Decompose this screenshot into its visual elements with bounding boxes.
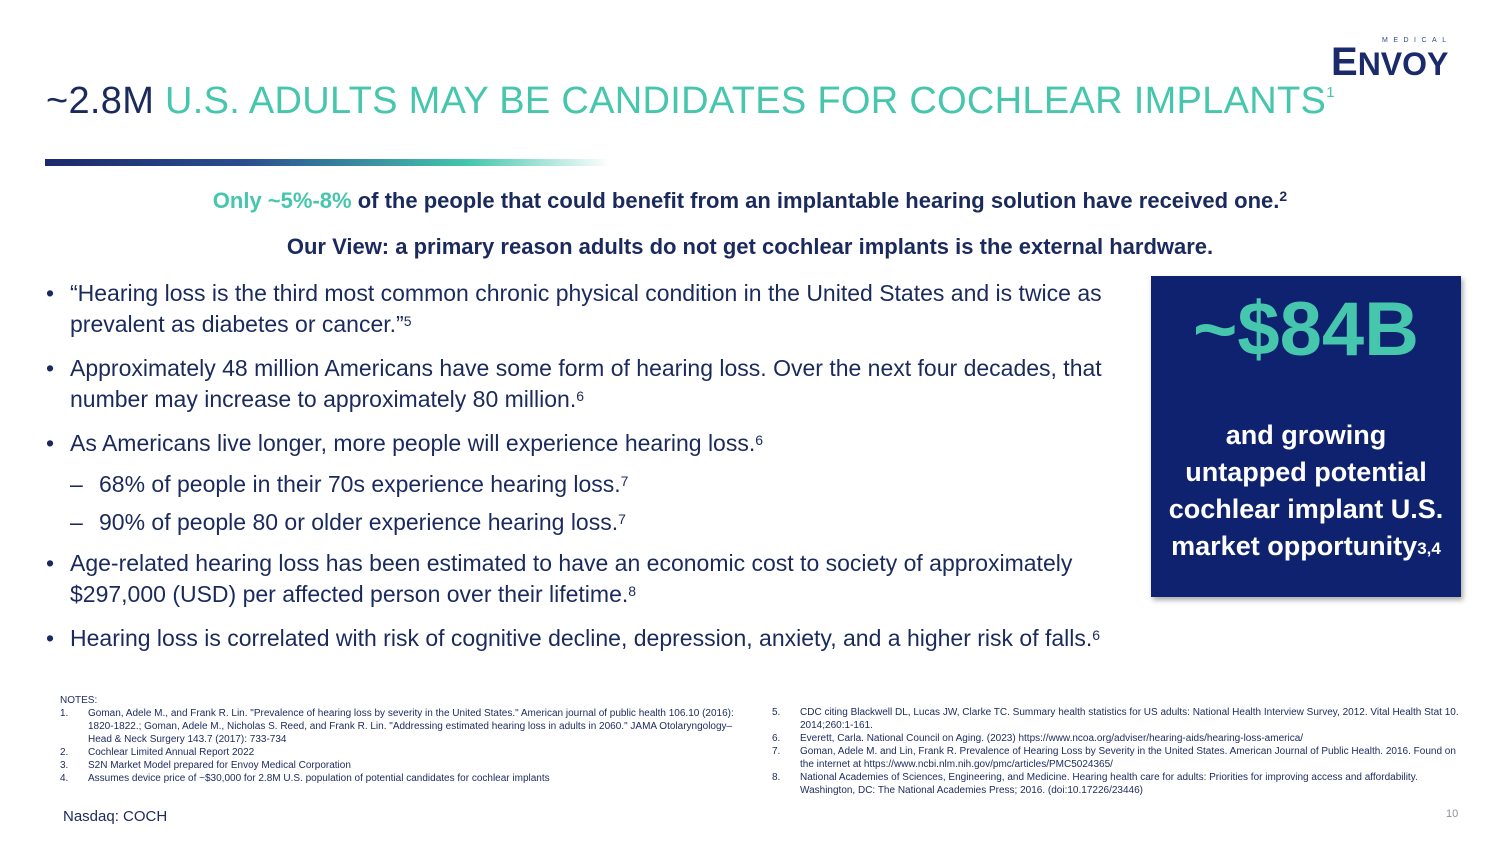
note-text: Goman, Adele M. and Lin, Frank R. Prevalence of Hearing Loss by Severity in the United States. American Journal of Public Health. 2016. Found on the internet at https://www.ncbi.nlm.nih.gov/pmc/articles/PMC5024365/ (800, 746, 1456, 770)
note-number: 7. (772, 746, 781, 757)
bullet-footnote: 6 (1092, 627, 1101, 643)
note-text: Assumes device price of ~$30,000 for 2.8M U.S. population of potential candidates for cochlear implants (88, 773, 550, 784)
note-number: 4. (60, 773, 69, 784)
note-item (60, 707, 750, 746)
market-line (1151, 528, 1461, 565)
title-footnote: 1 (1326, 84, 1335, 101)
notes-right-column (772, 706, 1462, 797)
market-line-text: market opportunity (1171, 531, 1418, 561)
note-item (60, 759, 750, 772)
subhead-statistic (0, 188, 1500, 214)
subhead-text: of the people that could benefit from an implantable hearing solution have received one. (357, 188, 1280, 213)
bullet-dot: • (46, 355, 55, 381)
bullet-dot: • (46, 550, 55, 576)
sub-bullet-dash: – (70, 471, 83, 497)
note-number: 2. (60, 747, 69, 758)
market-line: cochlear implant U.S. (1168, 494, 1444, 524)
sub-bullet-footnote: 7 (618, 511, 626, 527)
note-text: S2N Market Model prepared for Envoy Medical Corporation (88, 760, 351, 771)
bullet-text: Age-related hearing loss has been estimated to have an economic cost to society of approximately $297,000 (USD) per affected person over their lifetime. (70, 550, 1073, 607)
bullet-text: “Hearing loss is the third most common chronic physical condition in the United States and is twice as prevalent as diabetes or cancer.” (70, 280, 1102, 337)
subhead-accent: Only ~5%-8% (212, 188, 352, 213)
bullet-dot: • (46, 625, 55, 651)
note-text: Everett, Carla. National Council on Aging. (2023) https://www.ncoa.org/adviser/hearing-aids/hearing-loss-america/ (800, 733, 1304, 744)
bullet-text: Hearing loss is correlated with risk of cognitive decline, depression, anxiety, and a higher risk of falls. (70, 625, 1093, 651)
note-number: 6. (772, 733, 781, 744)
footer-ticker: Nasdaq: COCH (63, 808, 168, 825)
market-value: ~$84B (1192, 287, 1420, 372)
sub-bullet-text: 90% of people 80 or older experience hearing loss. (99, 509, 619, 535)
title-text: U.S. ADULTS MAY BE CANDIDATES FOR COCHLEAR IMPLANTS (165, 80, 1327, 122)
note-number: 5. (772, 707, 781, 718)
sub-bullet-item (46, 507, 1136, 538)
bullet-dot: • (46, 430, 55, 456)
market-line: untapped potential (1185, 457, 1427, 487)
logo-initial: E (1331, 40, 1358, 84)
note-item (772, 771, 1462, 797)
logo-rest: NVOY (1357, 46, 1449, 82)
sub-bullet-item (46, 469, 1136, 500)
title-underline-bar (45, 159, 610, 166)
note-item (60, 746, 750, 759)
bullet-footnote: 5 (403, 313, 412, 329)
market-opportunity-box (1151, 276, 1461, 597)
note-number: 8. (772, 772, 781, 783)
page-title (46, 80, 1335, 123)
bullet-dot: • (46, 280, 55, 306)
bullet-footnote: 6 (755, 432, 764, 448)
note-item (772, 706, 1462, 732)
subhead-our-view: Our View: a primary reason adults do not get cochlear implants is the external hardware. (286, 234, 1214, 259)
bullet-item (46, 548, 1136, 610)
bullet-item (46, 278, 1136, 340)
note-text: Cochlear Limited Annual Report 2022 (88, 747, 255, 758)
sub-bullet-text: 68% of people in their 70s experience hearing loss. (99, 471, 621, 497)
market-description (1151, 417, 1461, 565)
bullet-item (46, 353, 1136, 415)
logo-subtitle: MEDICAL (1382, 37, 1452, 44)
company-logo (1331, 40, 1448, 85)
bullet-footnote: 8 (628, 583, 637, 599)
bullet-text: Approximately 48 million Americans have some form of hearing loss. Over the next four decades, that number may increase to approximately 80 million. (70, 355, 1102, 412)
sub-bullet-footnote: 7 (620, 473, 629, 489)
page-number: 10 (1446, 808, 1459, 820)
note-item (60, 772, 750, 785)
note-number: 3. (60, 760, 69, 771)
note-text: CDC citing Blackwell DL, Lucas JW, Clarke TC. Summary health statistics for US adults: National Health Interview Survey, 2012. Vital Health Stat 10. 2014;260:1-161. (800, 707, 1459, 731)
sub-bullet-dash: – (70, 509, 83, 535)
notes-label: NOTES: (60, 695, 98, 706)
bullet-list (46, 278, 1136, 667)
market-line: and growing (1225, 420, 1387, 450)
subhead-footnote: 2 (1279, 188, 1288, 204)
notes-left-column (60, 707, 750, 785)
note-text: Goman, Adele M., and Frank R. Lin. "Prevalence of hearing loss by severity in the United States." American journal of public health 106.10 (2016): 1820-1822.; Goman, Adele M., Nicholas S. Reed, and Frank R. Lin. "Addressing estimated hearing loss in adults in 2060." JAMA Otolaryngology–Head & Neck Surgery 143.7 (2017): 733-734 (88, 708, 734, 745)
title-number: ~2.8M (46, 80, 155, 122)
note-item (772, 732, 1462, 745)
note-number: 1. (60, 708, 69, 719)
note-text: National Academies of Sciences, Engineering, and Medicine. Hearing health care for adults: Priorities for improving access and affordability. Washington, DC: The National Academies Press; 2016. (doi:10.17226/23446) (800, 772, 1418, 796)
market-footnote: 3,4 (1417, 539, 1441, 558)
bullet-item (46, 623, 1136, 654)
bullet-text: As Americans live longer, more people will experience hearing loss. (70, 430, 756, 456)
bullet-item (46, 428, 1136, 459)
note-item (772, 745, 1462, 771)
bullet-footnote: 6 (576, 388, 585, 404)
